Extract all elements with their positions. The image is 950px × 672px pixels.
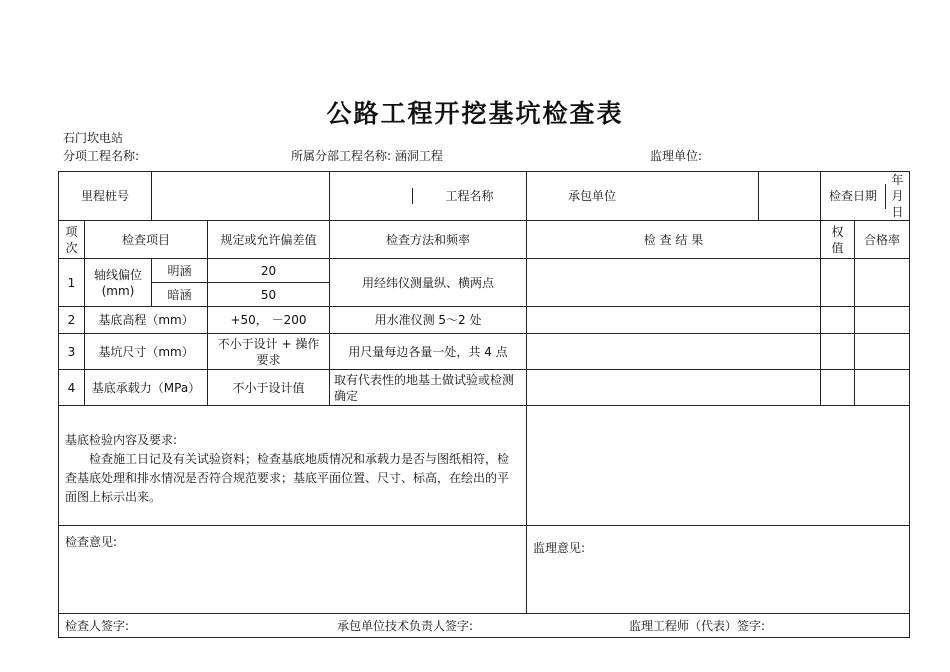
contractor-cell	[527, 172, 759, 221]
method-header: 检查方法和频率	[330, 221, 527, 259]
result-cell[interactable]	[527, 307, 821, 334]
signature-row	[59, 614, 910, 638]
bearing-capacity-spec: 不小于设计值	[208, 370, 330, 406]
project-name-label	[330, 172, 527, 221]
pit-size-item: 基坑尺寸（mm）	[85, 334, 208, 370]
pass-rate-header: 合格率	[855, 221, 910, 259]
checker-signature[interactable]: 检查人签字:	[65, 619, 130, 633]
basis-body: 检查施工日记及有关试验资料；检查基底地质情况和承载力是否与图纸相符，检查基底处理和排水情况是否符合规范要求；基底平面位置、尺寸、标高，在绘出的平面图上标示出来。	[65, 452, 510, 504]
pit-size-method: 用尺量每边各量一处，共 4 点	[330, 334, 527, 370]
no-header: 项 次	[59, 221, 85, 259]
open-culvert-label: 明涵	[152, 259, 208, 283]
inspection-table	[58, 171, 910, 638]
row-no: 1	[59, 259, 85, 307]
pass-rate-cell[interactable]	[855, 334, 910, 370]
pass-rate-cell[interactable]	[855, 259, 910, 307]
pile-number-label: 里程桩号	[59, 172, 152, 221]
result-header: 检 查 结 果	[527, 221, 821, 259]
weight-cell[interactable]	[821, 259, 855, 307]
station-name: 石门坎电站	[63, 131, 124, 145]
page-title: 公路工程开挖基坑检查表	[326, 99, 624, 128]
axis-offset-item: 轴线偏位 (mm)	[85, 259, 152, 307]
pass-rate-cell[interactable]	[855, 370, 910, 406]
bearing-capacity-method: 取有代表性的地基土做试验或检测确定	[330, 370, 527, 406]
weight-cell[interactable]	[821, 370, 855, 406]
sub-item-name-label: 分项工程名称:	[63, 149, 140, 163]
basis-heading: 基底检验内容及要求:	[65, 433, 178, 447]
elevation-item: 基底高程（mm）	[85, 307, 208, 334]
weight-cell[interactable]	[821, 334, 855, 370]
spec-header: 规定或允许偏差值	[208, 221, 330, 259]
date-label: 检查日期	[821, 184, 886, 209]
result-cell[interactable]	[527, 334, 821, 370]
date-value[interactable]: 年 月 日	[891, 173, 904, 219]
axis-offset-method: 用经纬仪测量纵、横两点	[330, 259, 527, 307]
pass-rate-cell[interactable]	[855, 307, 910, 334]
weight-header: 权 值	[821, 221, 855, 259]
covered-culvert-label: 暗涵	[152, 283, 208, 307]
item-header: 检查项目	[85, 221, 208, 259]
row-no: 3	[59, 334, 85, 370]
supervise-opinion-box[interactable]	[527, 526, 910, 614]
basis-sketch-area[interactable]	[527, 406, 910, 526]
pile-number-value[interactable]	[152, 172, 330, 221]
pit-size-spec: 不小于设计 + 操作要求	[208, 334, 330, 370]
bearing-capacity-item: 基底承载力（MPa）	[85, 370, 208, 406]
contractor-tech-signature[interactable]: 承包单位技术负责人签字:	[337, 619, 474, 633]
contractor-value[interactable]	[759, 172, 821, 221]
covered-culvert-spec: 50	[208, 283, 330, 307]
project-name-value[interactable]	[330, 188, 413, 204]
engineer-signature[interactable]: 监理工程师（代表）签字:	[629, 619, 766, 633]
weight-cell[interactable]	[821, 307, 855, 334]
basis-requirements	[59, 406, 527, 526]
result-cell[interactable]	[527, 259, 821, 307]
result-cell[interactable]	[527, 370, 821, 406]
row-no: 4	[59, 370, 85, 406]
elevation-method: 用水准仪测 5～2 处	[330, 307, 527, 334]
check-opinion-label: 检查意见:	[65, 535, 118, 549]
project-name-text: 工程名称	[445, 189, 494, 203]
supervisor-unit-label: 监理单位:	[650, 149, 703, 163]
open-culvert-spec: 20	[208, 259, 330, 283]
date-cell	[821, 172, 910, 221]
parent-project-label: 所属分部工程名称: 涵洞工程	[291, 149, 443, 163]
row-no: 2	[59, 307, 85, 334]
check-opinion-box[interactable]	[59, 526, 527, 614]
contractor-label: 承包单位	[568, 189, 617, 203]
elevation-spec: +50， －200	[208, 307, 330, 334]
supervise-opinion-label: 监理意见:	[533, 541, 586, 555]
